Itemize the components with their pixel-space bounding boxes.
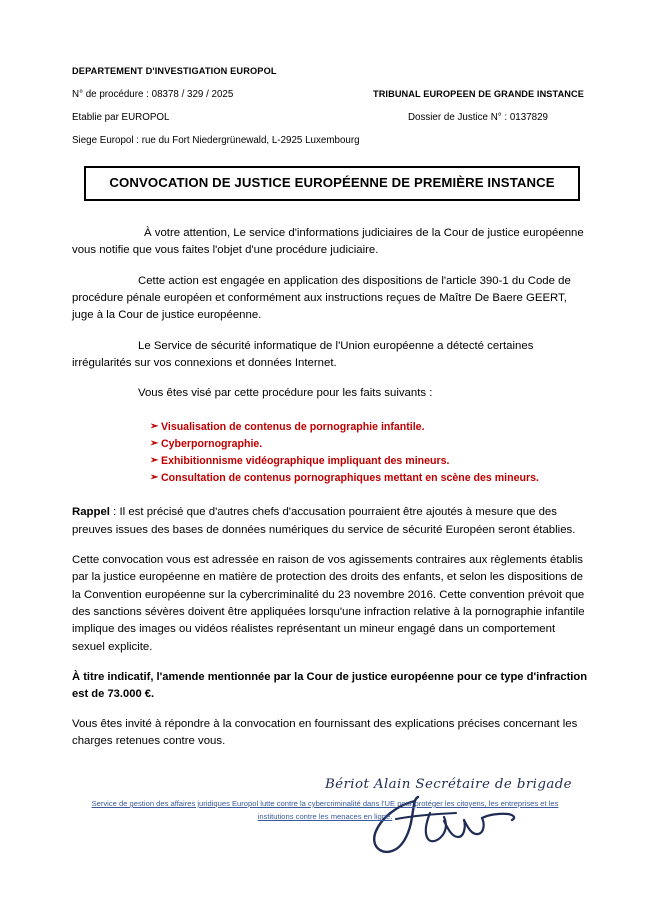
header-department: DEPARTEMENT D'INVESTIGATION EUROPOL bbox=[72, 66, 277, 76]
paragraph-facts-intro: Vous êtes visé par cette procédure pour les faits suivants : bbox=[138, 387, 433, 400]
document-title-box bbox=[84, 166, 580, 201]
paragraph-fine-amount: À titre indicatif, l'amende mentionnée par la Cour de justice européenne pour ce type d'infraction est de 73.000 €. bbox=[72, 670, 588, 700]
arrow-bullet-icon: ➢ bbox=[150, 472, 159, 484]
header-address: Siege Europol : rue du Fort Niedergrünewald, L-2925 Luxembourg bbox=[72, 135, 360, 146]
charge-text: Consultation de contenus pornographiques mettant en scène des mineurs. bbox=[161, 472, 539, 485]
paragraph-legal-basis: Cette action est engagée en application des dispositions de l'article 390-1 du Code de procédure pénale européen et conformément aux instructions reçues de Maître De Baere GEERT, juge à la Cour de justice européenne. bbox=[72, 274, 571, 322]
list-item bbox=[150, 453, 588, 470]
document-header bbox=[72, 66, 588, 146]
paragraph-rappel bbox=[72, 504, 588, 539]
footer-europol-link[interactable]: Service de gestion des affaires juridiques Europol lutte contre la cybercriminalité dans l'UE pour protéger les citoyens, les entreprises et les institutions contre les menaces en ligne. bbox=[91, 799, 559, 822]
charge-text: Visualisation de contenus de pornographie infantile. bbox=[161, 420, 425, 433]
paragraph-convention: Cette convocation vous est adressée en raison de vos agissements contraires aux règlements établis par la justice européenne en matière de protection des droits des enfants, et selon les dispositions de la Convention européenne sur la cybercriminalité du 23 novembre 2016. Cette convention prévoit que des sanctions sévères doivent être appliquées lorsqu'une infraction relative à la pornographie infantile implique des images ou vidéos réalistes représentant un mineur engagé dans un comportement sexuel explicite. bbox=[72, 553, 585, 653]
paragraph-security-service: Le Service de sécurité informatique de l'Union européenne a détecté certaines irrégularités sur vos connexions et données Internet. bbox=[72, 339, 534, 369]
charge-text: Exhibitionnisme vidéographique impliquant des mineurs. bbox=[161, 454, 450, 467]
arrow-bullet-icon: ➢ bbox=[150, 454, 159, 466]
list-item bbox=[150, 436, 588, 453]
header-dossier-number: Dossier de Justice N° : 0137829 bbox=[407, 112, 548, 123]
charge-text: Cyberpornographie. bbox=[161, 437, 263, 450]
header-procedure-number: N° de procédure : 08378 / 329 / 2025 bbox=[72, 89, 234, 100]
document-footer bbox=[0, 797, 650, 824]
signatory-name: Bériot Alain Secrétaire de brigade bbox=[324, 776, 572, 792]
document-body bbox=[72, 225, 588, 751]
header-row-procedure bbox=[72, 89, 588, 100]
paragraph-response-request: Vous êtes invité à répondre à la convocation en fournissant des explications précises concernant les charges retenues contre vous. bbox=[72, 717, 578, 748]
header-row-established bbox=[72, 112, 588, 123]
charges-list bbox=[72, 419, 588, 488]
rappel-label: Rappel bbox=[72, 506, 110, 519]
header-established-by: Etablie par EUROPOL bbox=[72, 112, 170, 123]
arrow-bullet-icon: ➢ bbox=[150, 420, 159, 432]
list-item bbox=[150, 419, 588, 436]
header-tribunal-name: TRIBUNAL EUROPEEN DE GRANDE INSTANCE bbox=[372, 89, 584, 99]
page-title: CONVOCATION DE JUSTICE EUROPÉENNE DE PREMIÈRE INSTANCE bbox=[109, 175, 555, 190]
paragraph-notification: À votre attention, Le service d'informations judiciaires de la Cour de justice européenne vous notifie que vous faites l'objet d'une procédure judiciaire. bbox=[72, 227, 584, 257]
rappel-text: : Il est précisé que d'autres chefs d'accusation pourraient être ajoutés à mesure que des preuves issues des bases de données numériques du service de sécurité Européen seront établies. bbox=[72, 506, 576, 536]
list-item bbox=[150, 470, 588, 487]
arrow-bullet-icon: ➢ bbox=[150, 437, 159, 449]
